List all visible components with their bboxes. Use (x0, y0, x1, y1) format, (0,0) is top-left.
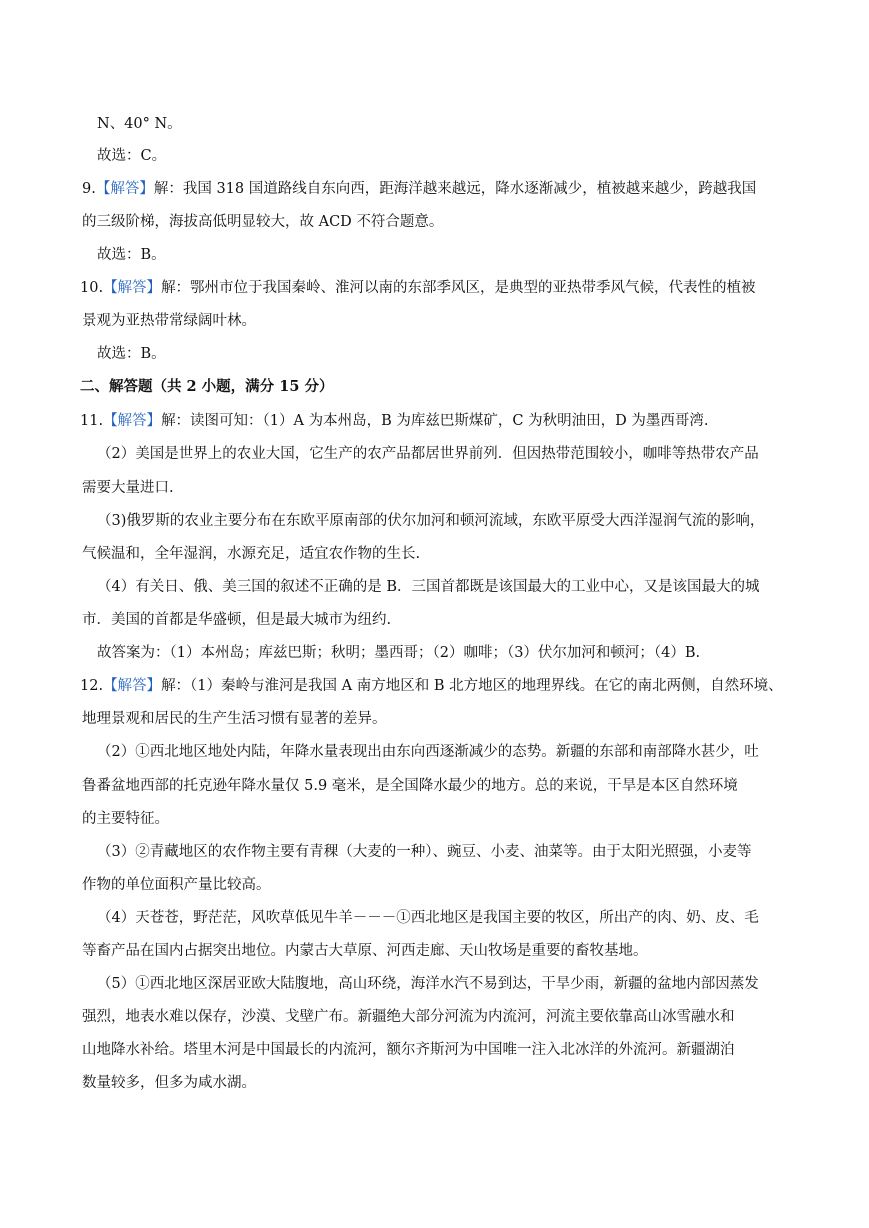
question-number: 12. (80, 678, 104, 694)
text-line: 解：鄂州市位于我国秦岭、淮河以南的东部季风区，是典型的亚热带季风气候，代表性的植被 (161, 280, 756, 296)
text-line: （2）美国是世界上的农业大国，它生产的农产品都居世界前列．但因热带范围较小，咖啡等热带农产品 (97, 446, 759, 462)
text-line: 解：读图可知：（1）A 为本州岛，B 为库兹巴斯煤矿，C 为秋明油田，D 为墨西哥湾. (161, 413, 709, 429)
text-line: 强烈，地表水难以保存，沙漠、戈壁广布。新疆绝大部分河流为内流河，河流主要依靠高山冰雪融水和 (82, 1009, 735, 1025)
section-heading: 二、解答题（共 2 小题，满分 15 分） (80, 378, 334, 395)
answer-selection: 故选：B。 (97, 346, 166, 362)
question-9 (82, 179, 756, 199)
question-11 (80, 411, 708, 431)
text-line: N、40° N。 (97, 116, 182, 132)
text-line: 解：我国 318 国道路线自东向西，距海洋越来越远，降水逐渐减少，植被越来越少，跨越我国 (153, 181, 757, 197)
answer-tag: 【解答】 (95, 181, 154, 197)
text-line: （4）天苍苍，野茫茫，风吹草低见牛羊－－－①西北地区是我国主要的牧区，所出产的肉、奶、皮、毛 (97, 910, 759, 926)
text-line: （3）②青藏地区的农作物主要有青稞（大麦的一种）、豌豆、小麦、油菜等。由于太阳光照强，小麦等 (97, 844, 752, 860)
question-12 (80, 676, 783, 696)
answer-selection: 故选：C。 (97, 148, 167, 164)
text-line: 解：（1）秦岭与淮河是我国 A 南方地区和 B 北方地区的地理界线。在它的南北两侧，自然环境、 (161, 678, 783, 694)
text-line: 气候温和，全年湿润，水源充足，适宜农作物的生长. (82, 546, 421, 562)
question-number: 9. (82, 181, 96, 197)
text-line: （3)俄罗斯的农业主要分布在东欧平原南部的伏尔加河和顿河流域，东欧平原受大西洋湿润气流的影响， (97, 513, 765, 529)
text-line: 市．美国的首都是华盛顿，但是最大城市为纽约. (82, 612, 392, 628)
text-line: 需要大量进口. (82, 480, 174, 496)
text-line: （5）①西北地区深居亚欧大陆腹地，高山环绕，海洋水汽不易到达，干旱少雨，新疆的盆地内部因蒸发 (97, 976, 759, 992)
text-line: 山地降水补给。塔里木河是中国最长的内流河，额尔齐斯河为中国唯一注入北冰洋的外流河。新疆湖泊 (82, 1042, 735, 1058)
answer-selection: 故选：B。 (97, 247, 166, 263)
question-number: 10. (80, 280, 104, 296)
text-line: 数量较多，但多为咸水湖。 (82, 1075, 256, 1091)
text-line: 的主要特征。 (82, 811, 169, 827)
text-line: 等畜产品在国内占据突出地位。内蒙古大草原、河西走廊、天山牧场是重要的畜牧基地。 (82, 943, 648, 959)
text-line: 鲁番盆地西部的托克逊年降水量仅 5.9 毫米，是全国降水最少的地方。总的来说，干旱是本区自然环境 (82, 778, 738, 794)
answer-tag: 【解答】 (103, 413, 162, 429)
text-line: （2）①西北地区地处内陆，年降水量表现出由东向西逐渐减少的态势。新疆的东部和南部降水甚少，吐 (97, 744, 759, 760)
answer-tag: 【解答】 (103, 280, 162, 296)
text-line: 作物的单位面积产量比较高。 (82, 877, 271, 893)
text-line: （4）有关日、俄、美三国的叙述不正确的是 B．三国首都既是该国最大的工业中心，又是该国最大的城 (97, 579, 760, 595)
question-number: 11. (80, 413, 104, 429)
answer-summary: 故答案为：（1）本州岛；库兹巴斯；秋明；墨西哥；（2）咖啡；（3）伏尔加河和顿河；（4）B. (97, 645, 701, 661)
question-10 (80, 278, 756, 298)
answer-tag: 【解答】 (103, 678, 162, 694)
text-line: 的三级阶梯，海拔高低明显较大，故 ACD 不符合题意。 (82, 214, 444, 230)
text-line: 地理景观和居民的生产生活习惯有显著的差异。 (82, 711, 387, 727)
text-line: 景观为亚热带常绿阔叶林。 (82, 313, 256, 329)
